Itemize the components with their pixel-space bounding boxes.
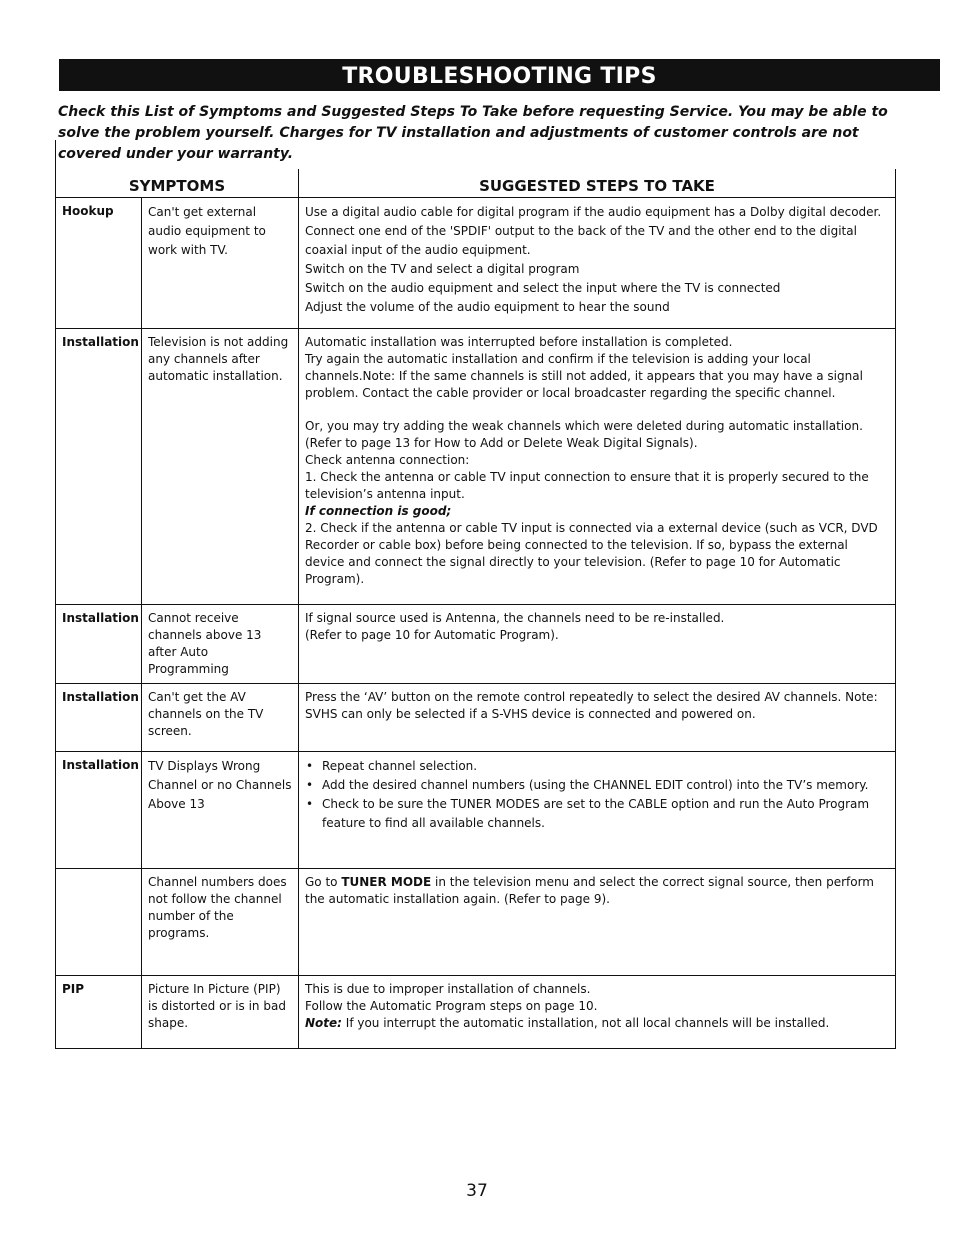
step-line: If signal source used is Antenna, the channels need to be re-installed. [305, 611, 725, 625]
row-category: Installation [56, 605, 142, 684]
row-steps [299, 329, 896, 605]
step-line: 2. Check if the antenna or cable TV input is connected via a external device (such as VCR, DVD Recorder or cable box) before being connected to the television. If so, bypass the external device and connect the signal directly to your television. (Refer to page 10 for Automatic Program). [305, 521, 878, 586]
row-symptom: Television is not adding any channels after automatic installation. [142, 329, 299, 605]
row-category: Installation [56, 684, 142, 752]
row-steps [299, 198, 896, 329]
step-line: Switch on the audio equipment and select the input where the TV is connected [305, 281, 781, 295]
intro-divider [55, 140, 56, 170]
row-category [56, 869, 142, 976]
step-line: (Refer to page 10 for Automatic Program). [305, 628, 559, 642]
row-symptom: Channel numbers does not follow the channel number of the programs. [142, 869, 299, 976]
step-line: Try again the automatic installation and confirm if the television is adding your local channels.Note: If the same channels is still not added, it appears that you may have a signal problem. Contact the cable provider or local broadcaster regarding the specific channel. [305, 352, 863, 400]
row-steps [299, 684, 896, 752]
list-item: • Repeat channel selection. [322, 757, 889, 776]
page-title: TROUBLESHOOTING TIPS [59, 59, 940, 91]
row-steps [299, 752, 896, 869]
page-number: 37 [466, 1181, 488, 1201]
intro-text: Check this List of Symptoms and Suggested Steps To Take before requesting Service. You may be able to solve the problem yourself. Charges for TV installation and adjustments of customer controls are not covered under your warranty. [58, 104, 888, 162]
row-symptom: Picture In Picture (PIP) is distorted or is in bad shape. [142, 976, 299, 1049]
table-row [56, 869, 896, 976]
table-row [56, 976, 896, 1049]
table-row [56, 198, 896, 329]
step-line: Follow the Automatic Program steps on page 10. [305, 999, 598, 1013]
table-row [56, 605, 896, 684]
step-condition: If connection is good; [305, 504, 452, 518]
tuner-mode-term: TUNER MODE [341, 875, 432, 889]
step-note: Note: If you interrupt the automatic installation, not all local channels will be installed. [305, 1016, 830, 1030]
table-header-row [56, 169, 896, 198]
step-line: Automatic installation was interrupted before installation is completed. [305, 335, 733, 349]
troubleshooting-table [55, 169, 896, 1049]
row-steps [299, 605, 896, 684]
list-item: • Add the desired channel numbers (using the CHANNEL EDIT control) into the TV’s memory. [322, 776, 889, 795]
row-symptom: Can't get the AV channels on the TV screen. [142, 684, 299, 752]
row-category: Hookup [56, 198, 142, 329]
list-item: • Check to be sure the TUNER MODES are set to the CABLE option and run the Auto Program feature to find all available channels. [322, 795, 889, 833]
step-line: This is due to improper installation of channels. [305, 982, 591, 996]
table-row [56, 329, 896, 605]
step-bullet-list [305, 757, 889, 833]
row-symptom: Can't get external audio equipment to work with TV. [142, 198, 299, 329]
row-steps [299, 869, 896, 976]
step-line: Press the ‘AV’ button on the remote control repeatedly to select the desired AV channels. Note: SVHS can only be selected if a S-VHS device is connected and powered on. [305, 690, 878, 721]
table-row [56, 684, 896, 752]
step-line: Use a digital audio cable for digital program if the audio equipment has a Dolby digital decoder. [305, 205, 882, 219]
step-line: Adjust the volume of the audio equipment to hear the sound [305, 300, 670, 314]
row-steps [299, 976, 896, 1049]
steps-header: SUGGESTED STEPS TO TAKE [299, 169, 896, 198]
step-line: Connect one end of the 'SPDIF' output to the back of the TV and the other end to the digital coaxial input of the audio equipment. [305, 224, 857, 257]
table-row [56, 752, 896, 869]
note-label: Note: [305, 1016, 342, 1030]
row-category: PIP [56, 976, 142, 1049]
step-line: Switch on the TV and select a digital program [305, 262, 580, 276]
symptoms-header: SYMPTOMS [56, 169, 299, 198]
step-line: Or, you may try adding the weak channels which were deleted during automatic installation. (Refer to page 13 for How to Add or Delete Weak Digital Signals). [305, 419, 863, 450]
step-line: 1. Check the antenna or cable TV input connection to ensure that it is properly secured to the television’s antenna input. [305, 470, 869, 501]
row-category: Installation [56, 752, 142, 869]
row-category: Installation [56, 329, 142, 605]
step-line: Check antenna connection: [305, 453, 470, 467]
row-symptom: Cannot receive channels above 13 after Auto Programming [142, 605, 299, 684]
row-symptom: TV Displays Wrong Channel or no Channels Above 13 [142, 752, 299, 869]
step-line: Go to TUNER MODE in the television menu and select the correct signal source, then perform the automatic installation again. (Refer to page 9). [305, 875, 874, 906]
